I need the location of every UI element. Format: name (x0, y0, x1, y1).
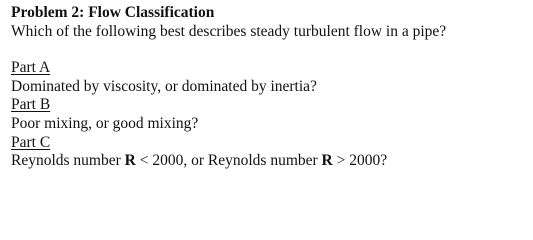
reynolds-symbol-2: R (321, 152, 333, 170)
part-b-heading: Part B (11, 96, 51, 114)
problem-document (11, 4, 529, 171)
reynolds-symbol-1: R (124, 152, 136, 170)
problem-title: Problem 2: Flow Classification (11, 4, 215, 21)
spacer (11, 41, 529, 59)
problem-question: Which of the following best describes steady turbulent flow in a pipe? (11, 22, 447, 40)
part-a-heading: Part A (11, 59, 51, 77)
part-a-text: Dominated by viscosity, or dominated by inertia? (11, 77, 317, 95)
part-c-text (11, 152, 529, 171)
part-b-text: Poor mixing, or good mixing? (11, 114, 199, 132)
part-c-heading: Part C (11, 133, 51, 151)
part-c-segment-1: Reynolds number (11, 152, 125, 170)
part-c-segment-2: < 2000, or Reynolds number (135, 152, 322, 170)
part-c-segment-3: > 2000? (332, 152, 388, 170)
